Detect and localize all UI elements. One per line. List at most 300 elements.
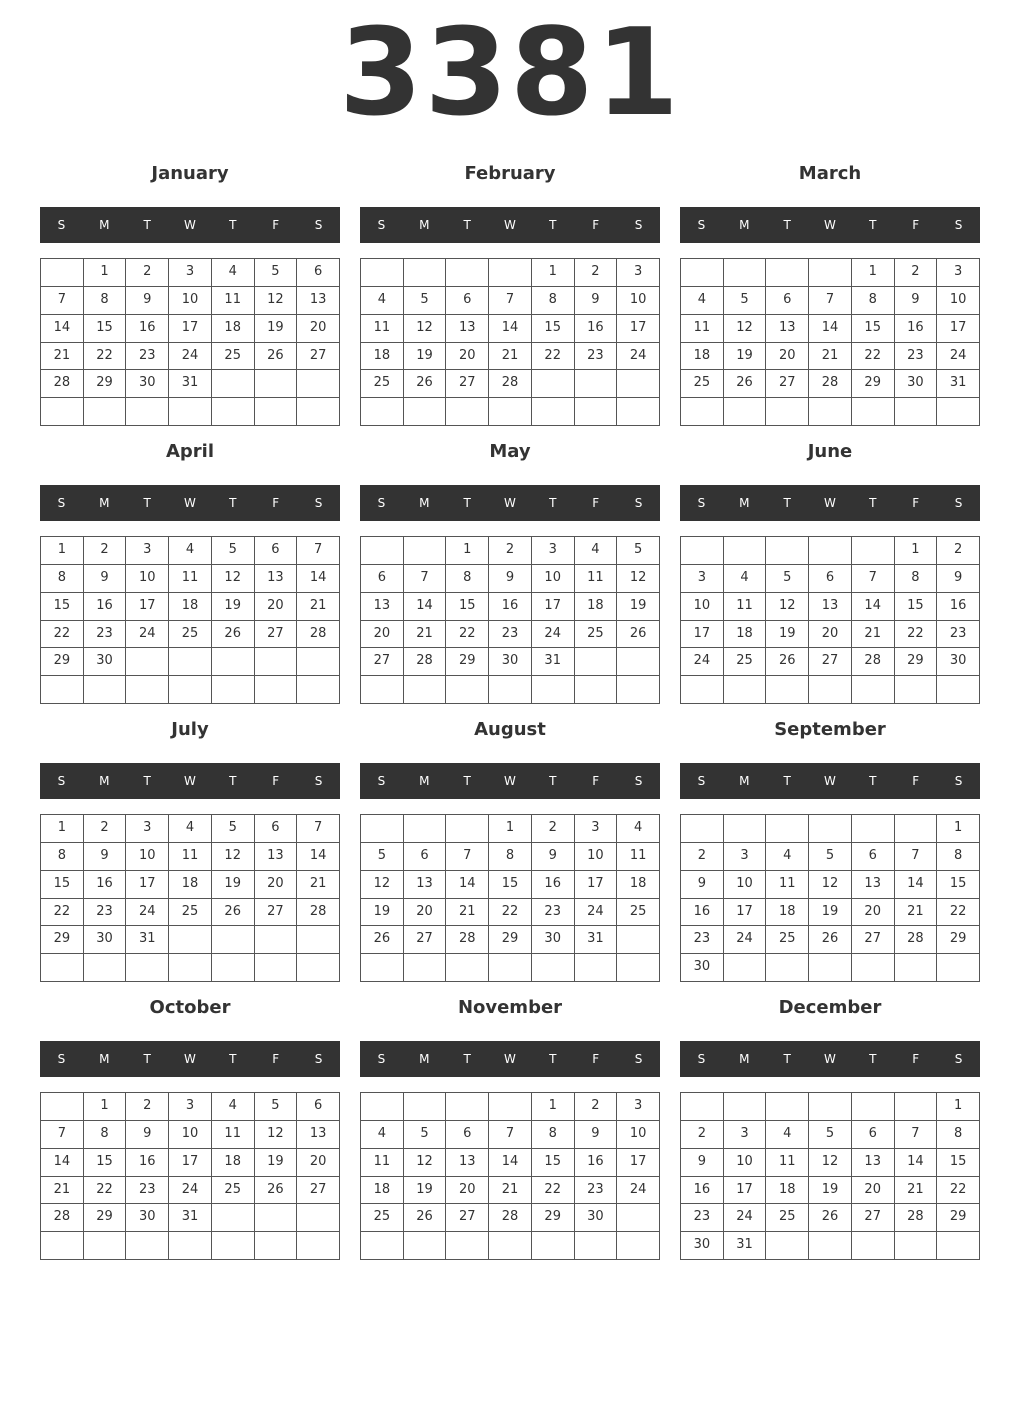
day-cell: 28 xyxy=(41,370,84,398)
day-cell: 21 xyxy=(895,1177,938,1205)
month-name: February xyxy=(464,163,556,184)
day-cell: 26 xyxy=(809,1204,852,1232)
weekday-label: T xyxy=(869,496,877,510)
day-cell: 19 xyxy=(724,343,767,371)
day-cell: 7 xyxy=(41,1121,84,1149)
weekday-label: W xyxy=(504,496,516,510)
day-cell: 1 xyxy=(937,1093,980,1121)
day-cell: 18 xyxy=(361,1177,404,1205)
weekday-label: T xyxy=(463,774,471,788)
day-cell: 27 xyxy=(809,648,852,676)
day-cell xyxy=(617,676,660,704)
day-cell: 5 xyxy=(404,287,447,315)
days-grid xyxy=(40,814,340,982)
weekday-label: T xyxy=(869,774,877,788)
day-cell: 17 xyxy=(937,315,980,343)
day-cell xyxy=(895,1232,938,1260)
day-cell: 3 xyxy=(681,565,724,593)
weekday-label: S xyxy=(954,774,963,788)
day-cell: 24 xyxy=(681,648,724,676)
day-cell xyxy=(404,954,447,982)
day-cell: 23 xyxy=(575,1177,618,1205)
day-cell xyxy=(895,676,938,704)
day-cell: 28 xyxy=(297,899,340,927)
day-cell: 26 xyxy=(255,1177,298,1205)
day-cell: 22 xyxy=(532,1177,575,1205)
day-cell: 14 xyxy=(852,593,895,621)
day-cell xyxy=(724,954,767,982)
day-cell: 12 xyxy=(809,1149,852,1177)
weekday-label: M xyxy=(739,774,750,788)
month-name: December xyxy=(778,997,882,1018)
day-cell: 10 xyxy=(681,593,724,621)
day-cell: 10 xyxy=(126,843,169,871)
month-june xyxy=(680,433,980,711)
day-cell xyxy=(766,676,809,704)
day-cell: 26 xyxy=(809,926,852,954)
day-cell: 5 xyxy=(212,537,255,565)
day-cell: 22 xyxy=(532,343,575,371)
month-name: June xyxy=(807,441,853,462)
day-cell: 8 xyxy=(937,843,980,871)
day-cell: 23 xyxy=(575,343,618,371)
day-cell: 5 xyxy=(617,537,660,565)
day-cell: 14 xyxy=(489,315,532,343)
weekday-label: F xyxy=(912,774,920,788)
day-cell: 16 xyxy=(937,593,980,621)
weekday-label: W xyxy=(824,218,836,232)
month-name: April xyxy=(165,441,215,462)
day-cell: 26 xyxy=(766,648,809,676)
day-cell: 7 xyxy=(297,815,340,843)
day-cell: 25 xyxy=(766,926,809,954)
day-cell: 12 xyxy=(809,871,852,899)
day-cell: 10 xyxy=(169,287,212,315)
day-cell: 17 xyxy=(126,871,169,899)
day-cell xyxy=(84,1232,127,1260)
weekday-label: F xyxy=(592,496,600,510)
day-cell: 6 xyxy=(297,1093,340,1121)
day-cell: 17 xyxy=(575,871,618,899)
day-cell xyxy=(446,398,489,426)
days-grid xyxy=(680,536,980,704)
days-grid xyxy=(40,1092,340,1260)
day-cell: 19 xyxy=(361,899,404,927)
day-cell: 21 xyxy=(852,621,895,649)
day-cell: 22 xyxy=(446,621,489,649)
day-cell: 6 xyxy=(809,565,852,593)
day-cell: 18 xyxy=(575,593,618,621)
day-cell: 12 xyxy=(404,1149,447,1177)
weekday-label: F xyxy=(272,774,280,788)
day-cell xyxy=(126,648,169,676)
day-cell: 27 xyxy=(446,370,489,398)
weekday-label: T xyxy=(869,218,877,232)
day-cell: 9 xyxy=(489,565,532,593)
day-cell xyxy=(212,954,255,982)
day-cell: 28 xyxy=(446,926,489,954)
day-cell: 4 xyxy=(681,287,724,315)
day-cell: 11 xyxy=(724,593,767,621)
day-cell xyxy=(724,815,767,843)
day-cell xyxy=(361,676,404,704)
day-cell: 4 xyxy=(361,1121,404,1149)
day-cell: 16 xyxy=(681,899,724,927)
weekday-label: F xyxy=(912,218,920,232)
weekday-label: F xyxy=(592,1052,600,1066)
day-cell: 28 xyxy=(852,648,895,676)
day-cell: 21 xyxy=(404,621,447,649)
day-cell: 26 xyxy=(212,899,255,927)
weekday-label: S xyxy=(57,774,66,788)
weekday-label: M xyxy=(419,218,430,232)
day-cell: 13 xyxy=(766,315,809,343)
day-cell: 5 xyxy=(766,565,809,593)
day-cell: 15 xyxy=(937,871,980,899)
weekday-label: T xyxy=(463,1052,471,1066)
weekday-label: F xyxy=(592,218,600,232)
day-cell: 4 xyxy=(617,815,660,843)
weekday-label: W xyxy=(824,1052,836,1066)
day-cell: 30 xyxy=(84,926,127,954)
day-cell: 24 xyxy=(617,1177,660,1205)
day-cell: 7 xyxy=(446,843,489,871)
day-cell: 9 xyxy=(575,1121,618,1149)
day-cell: 19 xyxy=(617,593,660,621)
day-cell: 22 xyxy=(852,343,895,371)
day-cell: 9 xyxy=(575,287,618,315)
day-cell xyxy=(255,1204,298,1232)
day-cell: 18 xyxy=(212,315,255,343)
day-cell: 11 xyxy=(575,565,618,593)
day-cell: 30 xyxy=(126,370,169,398)
day-cell xyxy=(766,1093,809,1121)
day-cell xyxy=(361,1232,404,1260)
month-name: March xyxy=(798,163,862,184)
weekday-label: T xyxy=(549,1052,557,1066)
day-cell: 17 xyxy=(169,1149,212,1177)
day-cell xyxy=(681,398,724,426)
day-cell: 21 xyxy=(895,899,938,927)
day-cell: 29 xyxy=(489,926,532,954)
day-cell: 1 xyxy=(532,1093,575,1121)
day-cell: 27 xyxy=(404,926,447,954)
day-cell xyxy=(126,1232,169,1260)
weekday-label: F xyxy=(912,496,920,510)
day-cell xyxy=(489,1093,532,1121)
day-cell: 20 xyxy=(255,593,298,621)
day-cell xyxy=(361,954,404,982)
day-cell: 16 xyxy=(681,1177,724,1205)
day-cell: 10 xyxy=(617,1121,660,1149)
day-cell: 18 xyxy=(169,871,212,899)
day-cell: 30 xyxy=(895,370,938,398)
day-cell: 8 xyxy=(84,1121,127,1149)
day-cell xyxy=(575,648,618,676)
day-cell: 18 xyxy=(617,871,660,899)
day-cell: 28 xyxy=(489,370,532,398)
day-cell: 20 xyxy=(255,871,298,899)
weekday-label: F xyxy=(272,1052,280,1066)
day-cell: 5 xyxy=(212,815,255,843)
day-cell: 25 xyxy=(681,370,724,398)
day-cell: 30 xyxy=(937,648,980,676)
weekday-header xyxy=(40,207,340,243)
month-name: November xyxy=(457,997,563,1018)
day-cell xyxy=(255,676,298,704)
day-cell: 15 xyxy=(41,871,84,899)
weekday-label: F xyxy=(272,496,280,510)
weekday-label: S xyxy=(314,496,323,510)
day-cell: 28 xyxy=(895,1204,938,1232)
day-cell: 6 xyxy=(255,537,298,565)
day-cell xyxy=(937,398,980,426)
day-cell: 6 xyxy=(446,1121,489,1149)
day-cell: 11 xyxy=(212,287,255,315)
day-cell xyxy=(489,1232,532,1260)
days-grid xyxy=(680,258,980,426)
day-cell: 24 xyxy=(937,343,980,371)
day-cell: 20 xyxy=(809,621,852,649)
day-cell: 25 xyxy=(169,621,212,649)
day-cell: 6 xyxy=(361,565,404,593)
day-cell: 30 xyxy=(489,648,532,676)
day-cell: 11 xyxy=(681,315,724,343)
day-cell: 29 xyxy=(895,648,938,676)
day-cell: 16 xyxy=(575,1149,618,1177)
day-cell: 13 xyxy=(255,565,298,593)
day-cell: 23 xyxy=(489,621,532,649)
day-cell: 28 xyxy=(297,621,340,649)
day-cell: 19 xyxy=(212,871,255,899)
day-cell: 17 xyxy=(617,1149,660,1177)
day-cell xyxy=(212,648,255,676)
day-cell xyxy=(575,398,618,426)
day-cell: 13 xyxy=(255,843,298,871)
day-cell: 15 xyxy=(852,315,895,343)
weekday-label: T xyxy=(463,496,471,510)
day-cell: 20 xyxy=(766,343,809,371)
month-july xyxy=(40,711,340,989)
weekday-label: T xyxy=(143,218,151,232)
day-cell: 11 xyxy=(766,871,809,899)
day-cell xyxy=(169,648,212,676)
day-cell: 31 xyxy=(937,370,980,398)
weekday-label: S xyxy=(314,774,323,788)
day-cell xyxy=(766,815,809,843)
day-cell xyxy=(937,954,980,982)
day-cell: 18 xyxy=(169,593,212,621)
day-cell: 5 xyxy=(361,843,404,871)
weekday-label: S xyxy=(57,496,66,510)
weekday-header xyxy=(360,1041,660,1077)
day-cell: 8 xyxy=(532,1121,575,1149)
weekday-label: S xyxy=(314,1052,323,1066)
weekday-header xyxy=(40,1041,340,1077)
day-cell: 29 xyxy=(937,926,980,954)
day-cell: 9 xyxy=(681,871,724,899)
weekday-label: T xyxy=(783,774,791,788)
day-cell: 16 xyxy=(126,1149,169,1177)
day-cell: 28 xyxy=(41,1204,84,1232)
days-grid xyxy=(360,258,660,426)
day-cell xyxy=(489,398,532,426)
day-cell: 15 xyxy=(532,315,575,343)
weekday-label: S xyxy=(697,774,706,788)
day-cell: 15 xyxy=(84,315,127,343)
day-cell xyxy=(212,370,255,398)
day-cell xyxy=(809,259,852,287)
day-cell xyxy=(84,398,127,426)
day-cell: 4 xyxy=(766,1121,809,1149)
day-cell xyxy=(681,537,724,565)
day-cell: 3 xyxy=(575,815,618,843)
day-cell xyxy=(255,926,298,954)
day-cell: 4 xyxy=(169,815,212,843)
weekday-header xyxy=(680,1041,980,1077)
day-cell: 9 xyxy=(937,565,980,593)
weekday-label: W xyxy=(504,218,516,232)
day-cell: 17 xyxy=(617,315,660,343)
day-cell: 30 xyxy=(532,926,575,954)
day-cell xyxy=(937,676,980,704)
weekday-label: M xyxy=(419,496,430,510)
day-cell: 28 xyxy=(809,370,852,398)
day-cell: 23 xyxy=(895,343,938,371)
weekday-label: S xyxy=(954,218,963,232)
day-cell: 9 xyxy=(126,287,169,315)
day-cell: 30 xyxy=(681,1232,724,1260)
day-cell: 8 xyxy=(84,287,127,315)
month-october xyxy=(40,989,340,1267)
day-cell: 8 xyxy=(532,287,575,315)
day-cell: 24 xyxy=(575,899,618,927)
day-cell: 6 xyxy=(297,259,340,287)
weekday-label: W xyxy=(824,496,836,510)
day-cell: 1 xyxy=(532,259,575,287)
day-cell: 15 xyxy=(41,593,84,621)
day-cell: 15 xyxy=(937,1149,980,1177)
weekday-label: S xyxy=(634,1052,643,1066)
day-cell: 1 xyxy=(84,1093,127,1121)
day-cell: 1 xyxy=(852,259,895,287)
day-cell: 23 xyxy=(84,621,127,649)
day-cell: 10 xyxy=(617,287,660,315)
day-cell xyxy=(212,398,255,426)
days-grid xyxy=(680,814,980,982)
day-cell xyxy=(404,676,447,704)
day-cell: 11 xyxy=(766,1149,809,1177)
day-cell: 16 xyxy=(895,315,938,343)
weekday-label: T xyxy=(783,1052,791,1066)
day-cell: 2 xyxy=(489,537,532,565)
day-cell: 18 xyxy=(724,621,767,649)
day-cell: 5 xyxy=(724,287,767,315)
day-cell xyxy=(446,676,489,704)
day-cell: 7 xyxy=(41,287,84,315)
day-cell: 1 xyxy=(489,815,532,843)
weekday-label: S xyxy=(697,218,706,232)
day-cell xyxy=(681,1093,724,1121)
day-cell: 6 xyxy=(404,843,447,871)
day-cell xyxy=(617,1204,660,1232)
day-cell: 16 xyxy=(84,871,127,899)
day-cell xyxy=(404,259,447,287)
day-cell: 17 xyxy=(169,315,212,343)
weekday-label: M xyxy=(419,1052,430,1066)
day-cell: 17 xyxy=(724,899,767,927)
day-cell: 22 xyxy=(937,899,980,927)
day-cell xyxy=(895,1093,938,1121)
day-cell: 29 xyxy=(532,1204,575,1232)
day-cell: 10 xyxy=(169,1121,212,1149)
day-cell: 18 xyxy=(681,343,724,371)
day-cell: 14 xyxy=(297,843,340,871)
day-cell: 17 xyxy=(532,593,575,621)
day-cell xyxy=(212,926,255,954)
day-cell xyxy=(169,954,212,982)
day-cell: 26 xyxy=(404,370,447,398)
day-cell: 10 xyxy=(126,565,169,593)
day-cell: 12 xyxy=(212,565,255,593)
day-cell xyxy=(446,259,489,287)
day-cell: 6 xyxy=(852,1121,895,1149)
day-cell xyxy=(446,954,489,982)
day-cell: 21 xyxy=(489,1177,532,1205)
day-cell xyxy=(489,259,532,287)
day-cell xyxy=(255,954,298,982)
day-cell xyxy=(575,1232,618,1260)
day-cell: 20 xyxy=(297,315,340,343)
day-cell: 3 xyxy=(617,1093,660,1121)
day-cell: 26 xyxy=(404,1204,447,1232)
day-cell: 26 xyxy=(212,621,255,649)
day-cell: 31 xyxy=(532,648,575,676)
day-cell: 4 xyxy=(169,537,212,565)
day-cell xyxy=(681,815,724,843)
day-cell: 30 xyxy=(681,954,724,982)
day-cell: 9 xyxy=(681,1149,724,1177)
weekday-label: T xyxy=(549,774,557,788)
day-cell: 27 xyxy=(446,1204,489,1232)
month-name: May xyxy=(489,441,531,462)
day-cell: 7 xyxy=(489,287,532,315)
month-name: August xyxy=(474,719,546,740)
day-cell: 7 xyxy=(404,565,447,593)
day-cell xyxy=(41,1232,84,1260)
day-cell xyxy=(809,537,852,565)
day-cell: 9 xyxy=(84,843,127,871)
day-cell: 5 xyxy=(404,1121,447,1149)
day-cell xyxy=(532,370,575,398)
weekday-header xyxy=(680,763,980,799)
day-cell: 15 xyxy=(895,593,938,621)
day-cell: 17 xyxy=(724,1177,767,1205)
day-cell: 11 xyxy=(212,1121,255,1149)
day-cell: 1 xyxy=(84,259,127,287)
day-cell xyxy=(809,1093,852,1121)
day-cell: 3 xyxy=(532,537,575,565)
days-grid xyxy=(40,536,340,704)
day-cell: 6 xyxy=(852,843,895,871)
day-cell xyxy=(446,1093,489,1121)
day-cell: 31 xyxy=(169,370,212,398)
day-cell: 14 xyxy=(404,593,447,621)
day-cell xyxy=(681,259,724,287)
day-cell: 31 xyxy=(575,926,618,954)
day-cell: 21 xyxy=(41,1177,84,1205)
month-may xyxy=(360,433,660,711)
